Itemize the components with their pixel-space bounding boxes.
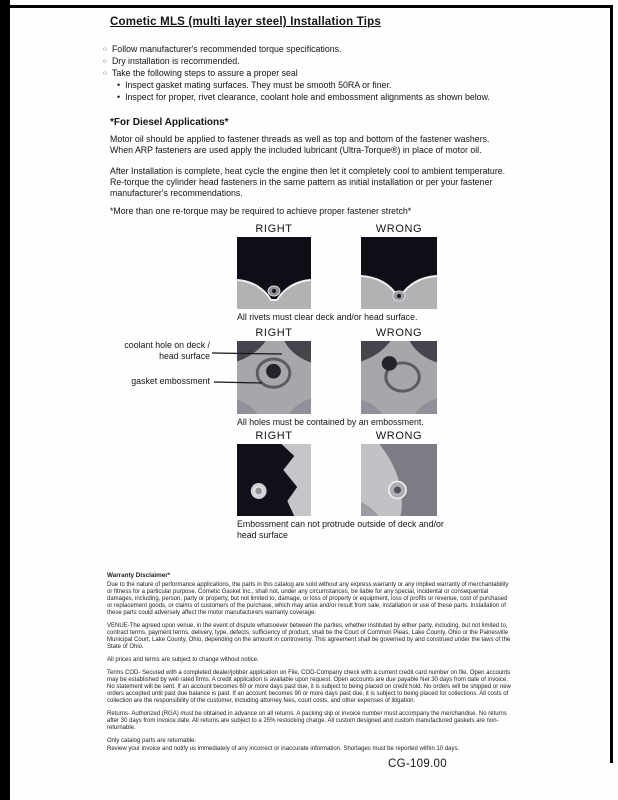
diesel-paragraph-2: After Installation is complete, heat cycle the engine then let it completely cool to ambient temperature. Re-torque the cylinder head fasteners in the same pattern as initial installation or per your fastener manufacturer's recommendations. <box>110 166 506 198</box>
bullet-icon: ○ <box>103 70 107 77</box>
rivet-right-image <box>237 237 311 309</box>
tip-sub-item <box>117 80 391 91</box>
bullet-icon: ○ <box>103 46 107 53</box>
sub-bullet-icon: • <box>117 92 121 102</box>
tip-text: Take the following steps to assure a proper seal <box>111 68 298 78</box>
warranty-paragraph: All prices and terms are subject to change without notice. <box>107 657 259 663</box>
warranty-paragraph: Only catalog parts are returnable. <box>107 738 197 744</box>
tip-item <box>103 44 341 55</box>
rivet-wrong-image <box>361 237 437 309</box>
wrong-label-row1: WRONG <box>375 223 423 235</box>
wrong-label-row3: WRONG <box>375 430 423 442</box>
coolant-hole-annotation: coolant hole on deck / head surface <box>124 340 210 361</box>
page-code: CG-109.00 <box>388 758 447 770</box>
tip-item <box>103 68 298 79</box>
warranty-paragraph: Terms COD- Secured with a completed dealer/jobber application on File, COD-Company check with a current credit card number on file. Open accounts may be established by well rated firms. A credit application is available upon request. Open accounts are due payable Net 30 days from date of invoice. No statement will be sent. If an account becomes 60 or more days past due, it is subject to being placed on credit hold. No orders will be shipped or new orders accepted until past due balance is paid. If an account becomes 90 or more days past due, it is subject to being placed for collections. All costs of collection are the responsibility of the customer, including attorney fees, court costs, and other expenses of litigation. <box>107 670 511 704</box>
page-border-top <box>10 5 612 8</box>
bullet-icon: ○ <box>103 58 107 65</box>
tip-text: Inspect gasket mating surfaces. They must be smooth 50RA or finer. <box>125 80 392 90</box>
gasket-embossment-annotation: gasket embossment <box>131 376 210 386</box>
page-border-right <box>610 5 613 763</box>
warranty-paragraph: Due to the nature of performance applications, the parts in this catalog are sold without any express warranty or any implied warranty of merchantability or fitness for a particular purpose. Cometic Gasket Inc., shall not, under any circumstances, be liable for any special, incidental or consequential damages, including, person, party or property, but not limited to, damage, or loss of property or equipment, loss of profits or revenue, cost of purchased or replacement goods, or claims of customers of the purchase, which may arise and/or result from sale, installation or use of these parts. Installation of these parts could adversely affect the motor manufacturers warranty coverage. <box>107 582 509 616</box>
warranty-paragraph: VENUE-The agreed upon venue, in the event of dispute whatsoever between the parties, whether instituted by either party, including, but not limited to, contract terms, payment terms, delivery, type, defects, sufficiency of product, shall be the Court of Common Pleas, Lake County, Ohio or the Painesville Municipal Court, Lake County, Ohio, depending on the amount in controversy. This agreement shall be governed by and construed under the laws of the State of Ohio. <box>107 623 511 650</box>
diesel-applications-heading: *For Diesel Applications* <box>110 117 229 128</box>
right-label-row2: RIGHT <box>255 327 293 339</box>
tip-sub-item <box>117 92 490 103</box>
warranty-heading: Warranty Disclaimer* <box>107 572 171 579</box>
diesel-paragraph-1: Motor oil should be applied to fastener threads as well as top and bottom of the fastener washers. When ARP fasteners are used apply the included lubricant (Ultra-Torque®) in place of motor oil. <box>110 134 490 155</box>
tip-text: Dry installation is recommended. <box>111 56 240 66</box>
wrong-label-row2: WRONG <box>375 327 423 339</box>
right-label-row3: RIGHT <box>255 430 293 442</box>
protrusion-wrong-image <box>361 444 437 516</box>
sub-bullet-icon: • <box>117 80 121 90</box>
protrusion-caption: Embossment can not protrude outside of deck and/or head surface <box>237 519 444 540</box>
page-title: Cometic MLS (multi layer steel) Installation Tips <box>110 16 381 28</box>
warranty-disclaimer-section <box>107 572 514 759</box>
tip-item <box>103 56 240 67</box>
right-label-row1: RIGHT <box>255 223 293 235</box>
warranty-paragraph: Review your invoice and notify us immediately of any incorrect or inaccurate information. Shortages must be reported within 10 days. <box>107 746 460 752</box>
embossment-wrong-image <box>361 341 437 414</box>
warranty-paragraph: Returns- Authorized (RGA) must be obtained in advance on all returns. A packing slip or invoice number must accompany the merchandise. No returns after 30 days from invoice date. All returns are subject to a 25% restocking charge. All custom designed and custom manufactured gaskets are non-returnable. <box>107 711 507 731</box>
protrusion-right-image <box>237 444 311 516</box>
retorque-note: *More than one re-torque may be required to achieve proper fastener stretch* <box>110 206 412 216</box>
tip-text: Inspect for proper, rivet clearance, coolant hole and embossment alignments as shown below. <box>125 92 490 102</box>
rivet-caption: All rivets must clear deck and/or head surface. <box>237 312 418 322</box>
embossment-caption: All holes must be contained by an embossment. <box>237 417 424 427</box>
tip-text: Follow manufacturer's recommended torque specifications. <box>111 44 342 54</box>
annotation-connector-lines <box>212 346 292 390</box>
page-border-left <box>0 0 10 800</box>
